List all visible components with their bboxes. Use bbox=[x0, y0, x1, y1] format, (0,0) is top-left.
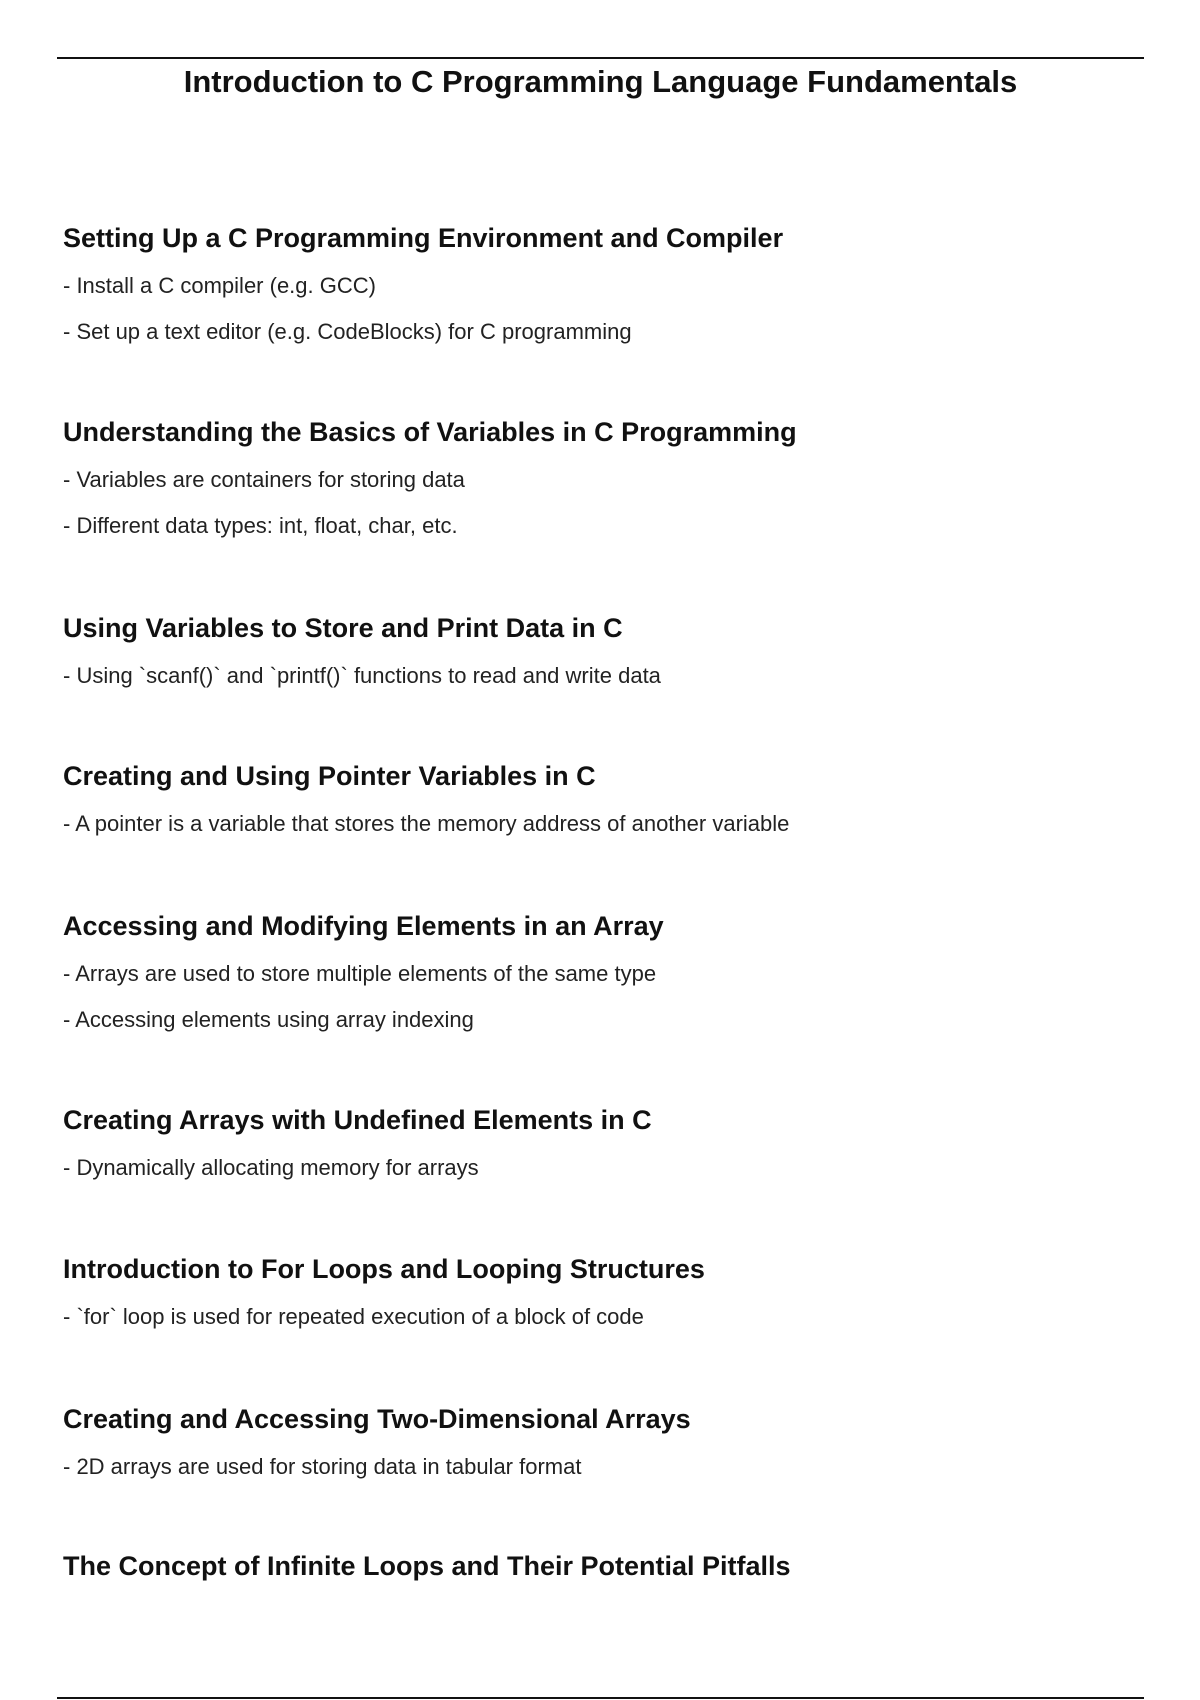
bullet-item: - Arrays are used to store multiple elements of the same type bbox=[63, 961, 657, 986]
bullet-item: - `for` loop is used for repeated execution of a block of code bbox=[63, 1304, 644, 1329]
bullet-item: - Different data types: int, float, char, etc. bbox=[63, 513, 458, 538]
section-heading: Setting Up a C Programming Environment and Compiler bbox=[63, 223, 784, 253]
section-heading: Accessing and Modifying Elements in an Array bbox=[63, 911, 664, 941]
bottom-rule bbox=[57, 1697, 1144, 1699]
bullet-item: - 2D arrays are used for storing data in tabular format bbox=[63, 1454, 582, 1479]
bullet-item: - Variables are containers for storing data bbox=[63, 467, 465, 492]
section-variables-basics bbox=[63, 414, 1123, 540]
section-heading: Introduction to For Loops and Looping Structures bbox=[63, 1254, 705, 1284]
top-rule bbox=[57, 57, 1144, 59]
section-undefined-arrays bbox=[63, 1102, 1123, 1182]
bullet-item: - Using `scanf()` and `printf()` functions to read and write data bbox=[63, 663, 661, 688]
bullet-item: - A pointer is a variable that stores the memory address of another variable bbox=[63, 811, 790, 836]
bullet-item: - Set up a text editor (e.g. CodeBlocks) for C programming bbox=[63, 319, 632, 344]
bullet-item: - Dynamically allocating memory for arrays bbox=[63, 1155, 479, 1180]
section-heading: The Concept of Infinite Loops and Their Potential Pitfalls bbox=[63, 1551, 791, 1581]
section-pointer-variables bbox=[63, 758, 1123, 838]
document-title: Introduction to C Programming Language Fundamentals bbox=[183, 64, 1018, 99]
section-heading: Creating Arrays with Undefined Elements in C bbox=[63, 1105, 652, 1135]
section-heading: Creating and Accessing Two-Dimensional Arrays bbox=[63, 1404, 691, 1434]
bullet-item: - Install a C compiler (e.g. GCC) bbox=[63, 273, 376, 298]
bullet-item: - Accessing elements using array indexing bbox=[63, 1007, 474, 1032]
section-heading: Using Variables to Store and Print Data in C bbox=[63, 613, 623, 643]
section-for-loops bbox=[63, 1251, 1123, 1331]
section-store-print-data bbox=[63, 610, 1123, 690]
section-array-elements bbox=[63, 908, 1123, 1034]
section-environment-setup bbox=[63, 220, 1123, 346]
section-2d-arrays bbox=[63, 1401, 1123, 1481]
section-heading: Understanding the Basics of Variables in C Programming bbox=[63, 417, 797, 447]
section-infinite-loops bbox=[63, 1548, 1123, 1584]
section-heading: Creating and Using Pointer Variables in C bbox=[63, 761, 596, 791]
